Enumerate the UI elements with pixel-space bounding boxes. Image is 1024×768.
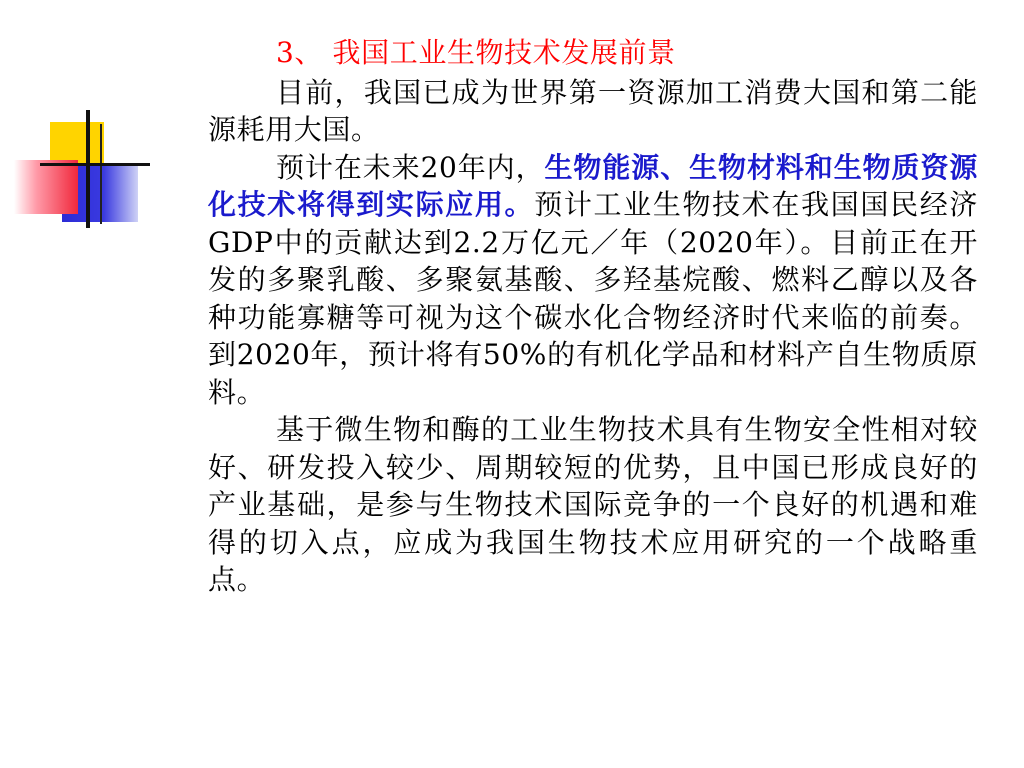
vertical-line bbox=[86, 110, 90, 228]
decorative-logo bbox=[0, 0, 160, 260]
slide-content bbox=[208, 34, 978, 599]
paragraph-3 bbox=[208, 411, 978, 599]
red-square bbox=[14, 160, 78, 214]
section-heading: 3、 我国工业生物技术发展前景 bbox=[276, 36, 676, 69]
paragraph-3-text: 基于微生物和酶的工业生物技术具有生物安全性相对较好、研发投入较少、周期较短的优势，且中国已形成良好的产业基础，是参与生物技术国际竞争的一个良好的机遇和难得的切入点，应成为我国生物技术应用研究的一个战略重点。 bbox=[208, 413, 978, 596]
paragraph-2-start: 预计在未来20年内， bbox=[276, 150, 545, 184]
highlight-text: 生物能源、生物材料和生物质资源化技术将得到实际应用。 bbox=[208, 150, 978, 221]
vertical-line-thin bbox=[100, 124, 102, 224]
paragraph-1 bbox=[208, 74, 978, 149]
paragraph-1-text: 目前，我国已成为世界第一资源加工消费大国和第二能源耗用大国。 bbox=[208, 75, 978, 146]
paragraph-2 bbox=[208, 149, 978, 412]
paragraph-2-end: 预计工业生物技术在我国国民经济GDP中的贡献达到2.2万亿元／年（2020年）。目前正在开发的多聚乳酸、多聚氨基酸、多羟基烷酸、燃料乙醇以及各种功能寡糖等可视为这个碳水化合物经济时代来临的前奏。到2020年，预计将有50%的有机化学品和材料产自生物质原料。 bbox=[208, 188, 978, 409]
horizontal-line bbox=[40, 163, 150, 166]
